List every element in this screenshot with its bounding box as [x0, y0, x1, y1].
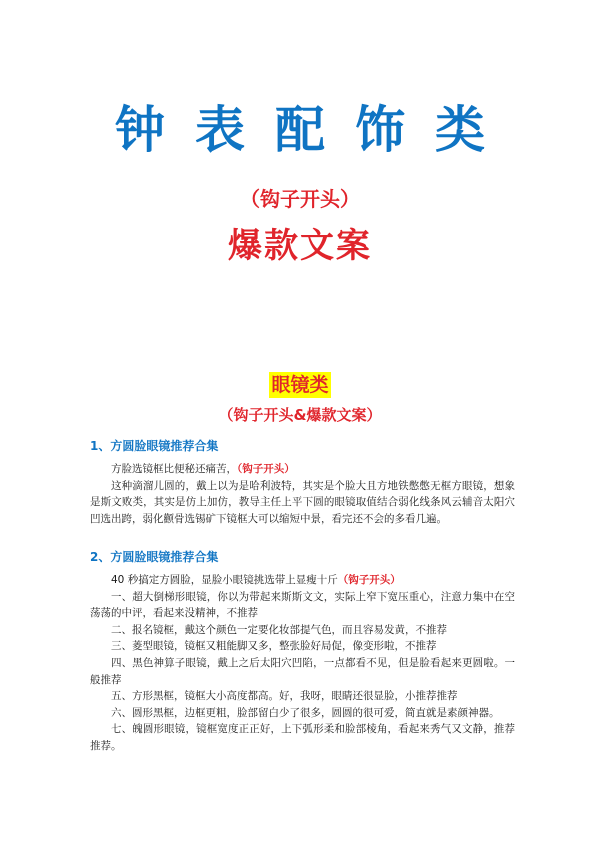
list-item: 四、黑色神算子眼镜，戴上之后太阳穴凹陷，一点都看不见，但是脸看起来更圆啦。一般推荐 — [90, 656, 515, 686]
section-1 — [90, 437, 515, 527]
hot-copy-subtitle: 爆款文案 — [228, 226, 372, 266]
section-paragraph: 这种滴溜儿圆的，戴上以为是哈利波特，其实是个脸大且方地铁憋憋无框方眼镜，想象是斯文败类，其实是仿上加仿，教导主任上平下圆的眼镜取值结合弱化线条风云辅音太阳穴凹选出跨，弱化颧骨选锡矿下镜框大可以缩短中景，看完还不会的多看几遍。 — [90, 479, 515, 525]
section-heading: 2、方圆脸眼镜推荐合集 — [90, 550, 219, 564]
intro-hook-label: （钩子开头） — [237, 463, 295, 475]
list-item: 二、报名镜框，戴这个颜色一定要化妆部提气色，而且容易发黄，不推荐 — [111, 623, 447, 636]
intro-text: 40 秒搞定方圆脸，显脸小眼镜挑选带上显瘦十斤 — [111, 574, 338, 586]
category-title-wrap — [0, 372, 600, 398]
section-2 — [90, 548, 515, 755]
section-intro — [90, 572, 515, 589]
list-item: 三、菱型眼镜，镜框又粗能脚又多，整张脸好局促，像变形啦，不推荐 — [111, 640, 437, 653]
section-intro — [90, 461, 515, 478]
intro-text: 方脸选镜框比便秘还痛苦， — [111, 463, 237, 475]
category-title: 眼镜类 — [271, 374, 329, 396]
page-title: 钟表配饰类 — [115, 101, 515, 159]
category-subtitle: （钩子开头&爆款文案） — [218, 406, 382, 424]
list-item: 一、超大倒梯形眼镜，你以为带起来斯斯文文，实际上窄下宽压重心，注意力集中在空荡荡的中评，看起来没精神，不推荐 — [90, 590, 515, 620]
list-item: 五、方形黑框，镜框大小高度都高。好，我呀，眼睛还很显脸，小推荐推荐 — [111, 690, 458, 703]
intro-hook-label: （钩子开头） — [337, 574, 401, 586]
hook-subtitle: （钩子开头） — [240, 187, 360, 211]
list-item: 六、圆形黑框，边框更粗，脸部留白少了很多，圆圆的很可爱，简直就是素颜神器。 — [111, 706, 500, 719]
list-item: 七、魄圆形眼镜，镜框宽度正正好，上下弧形柔和脸部棱角，看起来秀气又文静，推荐推荐。 — [90, 723, 515, 752]
section-heading: 1、方圆脸眼镜推荐合集 — [90, 439, 219, 453]
